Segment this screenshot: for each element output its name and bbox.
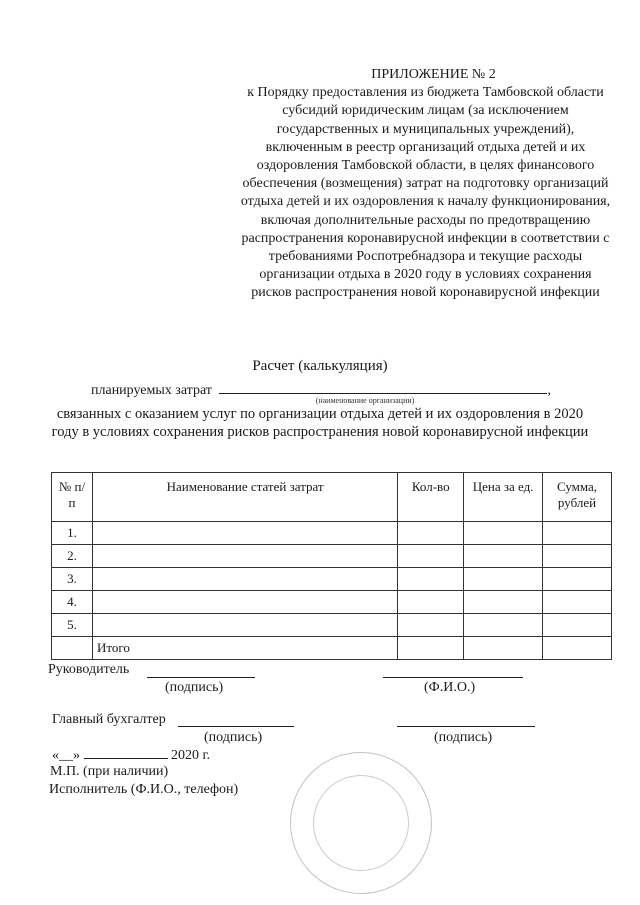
unit-price-cell[interactable] (464, 591, 543, 614)
comma: , (547, 383, 551, 398)
row-number: 1. (52, 522, 93, 545)
header-quantity: Кол-во (398, 473, 464, 522)
head-signature-field[interactable] (147, 677, 255, 678)
head-name-hint: (Ф.И.О.) (424, 680, 476, 695)
row-number: 5. (52, 614, 93, 637)
total-price-cell[interactable] (464, 637, 543, 660)
head-name-field[interactable] (383, 677, 523, 678)
table-row (52, 614, 612, 637)
total-sum-cell[interactable] (543, 637, 612, 660)
quantity-cell[interactable] (398, 568, 464, 591)
header-unit-price: Цена за ед. (464, 473, 543, 522)
table-row (52, 545, 612, 568)
sum-cell[interactable] (543, 522, 612, 545)
quantity-cell[interactable] (398, 591, 464, 614)
total-quantity-cell[interactable] (398, 637, 464, 660)
sum-cell[interactable] (543, 614, 612, 637)
cost-item-cell[interactable] (92, 614, 397, 637)
header-sum: Сумма, рублей (543, 473, 612, 522)
date-year: 2020 г. (171, 748, 211, 763)
unit-price-cell[interactable] (464, 614, 543, 637)
header-cost-item: Наименование статей затрат (92, 473, 397, 522)
accountant-second-hint: (подпись) (434, 730, 493, 745)
appendix-title: ПРИЛОЖЕНИЕ № 2 (371, 67, 496, 82)
table-header-row (52, 473, 612, 522)
form-title: Расчет (калькуляция) (252, 358, 388, 374)
accountant-signature-hint: (подпись) (204, 730, 263, 745)
unit-price-cell[interactable] (464, 568, 543, 591)
table-row (52, 568, 612, 591)
organization-name-field[interactable] (219, 380, 547, 394)
accountant-label: Главный бухгалтер (52, 712, 166, 727)
row-number: 3. (52, 568, 93, 591)
unit-price-cell[interactable] (464, 522, 543, 545)
total-number-cell (52, 637, 93, 660)
seal-inner-ring (313, 775, 409, 871)
planned-costs-label: планируемых затрат (91, 383, 212, 398)
quantity-cell[interactable] (398, 522, 464, 545)
cost-item-cell[interactable] (92, 522, 397, 545)
total-label: Итого (92, 637, 397, 660)
cost-item-cell[interactable] (92, 568, 397, 591)
date-day: «__» (52, 748, 80, 763)
cost-item-cell[interactable] (92, 591, 397, 614)
row-number: 2. (52, 545, 93, 568)
date-line (52, 746, 210, 764)
organization-name-hint: (наименование организации) (315, 396, 415, 405)
related-services-text: связанных с оказанием услуг по организации отдыха детей и их оздоровления в 2020 году в условиях сохранения рисков распространения новой коронавирусной инфекции (51, 406, 589, 440)
appendix-body: к Порядку предоставления из бюджета Тамбовской области субсидий юридическим лицам (за исключением государственных и муниципальных учреждений), включенным в реестр организаций отдыха детей и их оздоровления Тамбовской области, в целях финансового обеспечения (возмещения) затрат на подготовку организаций отдыха детей и их оздоровления к началу функционирования, включая дополнительные расходы по предотвращению распространения коронавирусной инфекции в соответствии с требованиями Роспотребнадзора и текущие расходы организации отдыха в 2020 году в условиях сохранения рисков распространения новой коронавирусной инфекции (240, 85, 611, 301)
sum-cell[interactable] (543, 568, 612, 591)
sum-cell[interactable] (543, 591, 612, 614)
row-number: 4. (52, 591, 93, 614)
date-month-field[interactable] (84, 746, 168, 759)
cost-table (51, 472, 612, 660)
stamp-place-label: М.П. (при наличии) (50, 764, 169, 779)
total-row (52, 637, 612, 660)
organization-seal (290, 752, 432, 894)
quantity-cell[interactable] (398, 614, 464, 637)
table-row (52, 522, 612, 545)
cost-item-cell[interactable] (92, 545, 397, 568)
accountant-second-field[interactable] (397, 726, 535, 727)
appendix-block (238, 66, 613, 303)
unit-price-cell[interactable] (464, 545, 543, 568)
head-signature-hint: (подпись) (165, 680, 224, 695)
head-label: Руководитель (48, 662, 130, 677)
table-row (52, 591, 612, 614)
sum-cell[interactable] (543, 545, 612, 568)
header-number: № п/п (52, 473, 93, 522)
accountant-signature-field[interactable] (178, 726, 294, 727)
executor-label: Исполнитель (Ф.И.О., телефон) (49, 782, 239, 797)
quantity-cell[interactable] (398, 545, 464, 568)
